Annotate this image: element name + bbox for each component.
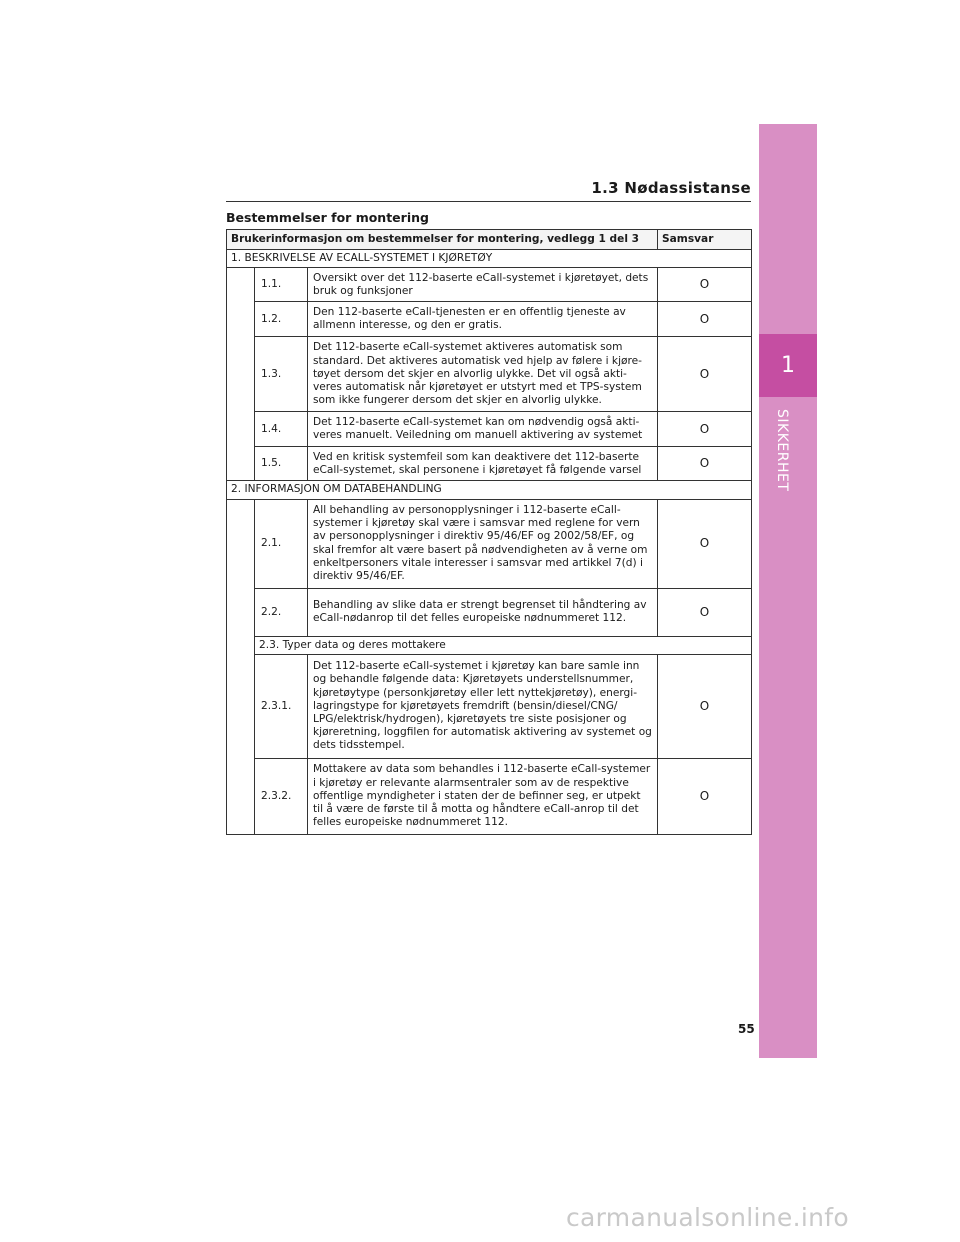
subsection-title: 2.3. Typer data og deres mottakere xyxy=(255,636,752,654)
table-header-row xyxy=(227,230,752,250)
row-compliance: O xyxy=(658,337,752,412)
table-row xyxy=(227,758,752,834)
subsection-row xyxy=(227,636,752,654)
table-row xyxy=(227,302,752,337)
watermark: carmanualsonline.info xyxy=(566,1203,849,1232)
group-row xyxy=(227,250,752,268)
row-number: 2.3.2. xyxy=(255,758,308,834)
indent-cell xyxy=(227,268,255,481)
section-title: Bestemmelser for montering xyxy=(226,210,429,225)
page-number: 55 xyxy=(738,1022,755,1036)
table-row xyxy=(227,654,752,758)
regulations-table xyxy=(226,229,752,835)
page-header-title: 1.3 Nødassistanse xyxy=(591,179,751,197)
row-number: 1.3. xyxy=(255,337,308,412)
row-text: Mottakere av data som behandles i 112-baserte eCall-systemer i kjøretøy er relevante alarmsentraler som av de respektive offentlige myndigheter i staten der de befinner seg, er utpekt til å være de første til å motta og håndtere eCall-anrop til det felles europeiske nødnummeret 112. xyxy=(308,758,658,834)
chapter-side-tab xyxy=(759,124,817,1058)
header-info: Brukerinformasjon om bestemmelser for montering, vedlegg 1 del 3 xyxy=(227,230,658,250)
row-text: Det 112-baserte eCall-systemet kan om nødvendig også akti-veres manuelt. Veiledning om manuell aktivering av systemet xyxy=(308,412,658,447)
row-text: Det 112-baserte eCall-systemet aktiveres automatisk som standard. Det aktiveres automatisk ved hjelp av følere i kjøre-tøyet dersom det skjer en alvorlig ulykke. Det vil også akti-veres automatisk når kjøretøyet er utstyrt med et TPS-system som ikke fungerer dersom det skjer en alvorlig ulykke. xyxy=(308,337,658,412)
table-row xyxy=(227,588,752,636)
row-compliance: O xyxy=(658,412,752,447)
row-number: 2.2. xyxy=(255,588,308,636)
table-row xyxy=(227,499,752,588)
row-compliance: O xyxy=(658,654,752,758)
row-text: Behandling av slike data er strengt begrenset til håndtering av eCall-nødanrop til det felles europeiske nødnummeret 112. xyxy=(308,588,658,636)
chapter-name: SIKKERHET xyxy=(774,409,790,492)
header-compliance: Samsvar xyxy=(658,230,752,250)
row-number: 1.5. xyxy=(255,447,308,481)
row-number: 1.1. xyxy=(255,268,308,302)
row-compliance: O xyxy=(658,588,752,636)
row-text: Ved en kritisk systemfeil som kan deaktivere det 112-baserte eCall-systemet, skal personene i kjøretøyet få følgende varsel xyxy=(308,447,658,481)
row-compliance: O xyxy=(658,268,752,302)
chapter-number: 1 xyxy=(759,334,817,397)
row-compliance: O xyxy=(658,499,752,588)
table-row xyxy=(227,337,752,412)
row-compliance: O xyxy=(658,447,752,481)
group-title: 2. INFORMASJON OM DATABEHANDLING xyxy=(227,481,752,499)
row-number: 1.4. xyxy=(255,412,308,447)
row-text: Det 112-baserte eCall-systemet i kjøretøy kan bare samle inn og behandle følgende data: Kjøretøyets understellsnummer, kjøretøytype (personkjøretøy eller lett nyttekjøretøy), energi-lagringstype for kjøretøyets fremdrift (bensin/diesel/CNG/ LPG/elektrisk/hydrogen), kjøretøyets tre siste posisjoner og kjøreretning, loggfilen for automatisk aktivering av systemet og dets tidsstempel. xyxy=(308,654,658,758)
row-number: 2.3.1. xyxy=(255,654,308,758)
row-text: All behandling av personopplysninger i 112-baserte eCall-systemer i kjøretøy skal være i samsvar med reglene for vern av personopplysninger i direktiv 95/46/EF og 2002/58/EF, og skal fremfor alt være basert på nødvendigheten av å verne om enkeltpersoners vitale interesser i samsvar med artikkel 7(d) i direktiv 95/46/EF. xyxy=(308,499,658,588)
group-row xyxy=(227,481,752,499)
header-divider xyxy=(226,201,751,202)
row-number: 2.1. xyxy=(255,499,308,588)
row-number: 1.2. xyxy=(255,302,308,337)
table-row xyxy=(227,268,752,302)
row-text: Oversikt over det 112-baserte eCall-systemet i kjøretøyet, dets bruk og funksjoner xyxy=(308,268,658,302)
row-compliance: O xyxy=(658,758,752,834)
table-row xyxy=(227,447,752,481)
indent-cell xyxy=(227,499,255,834)
row-compliance: O xyxy=(658,302,752,337)
row-text: Den 112-baserte eCall-tjenesten er en offentlig tjeneste av allmenn interesse, og den er gratis. xyxy=(308,302,658,337)
table-row xyxy=(227,412,752,447)
group-title: 1. BESKRIVELSE AV ECALL-SYSTEMET I KJØRETØY xyxy=(227,250,752,268)
